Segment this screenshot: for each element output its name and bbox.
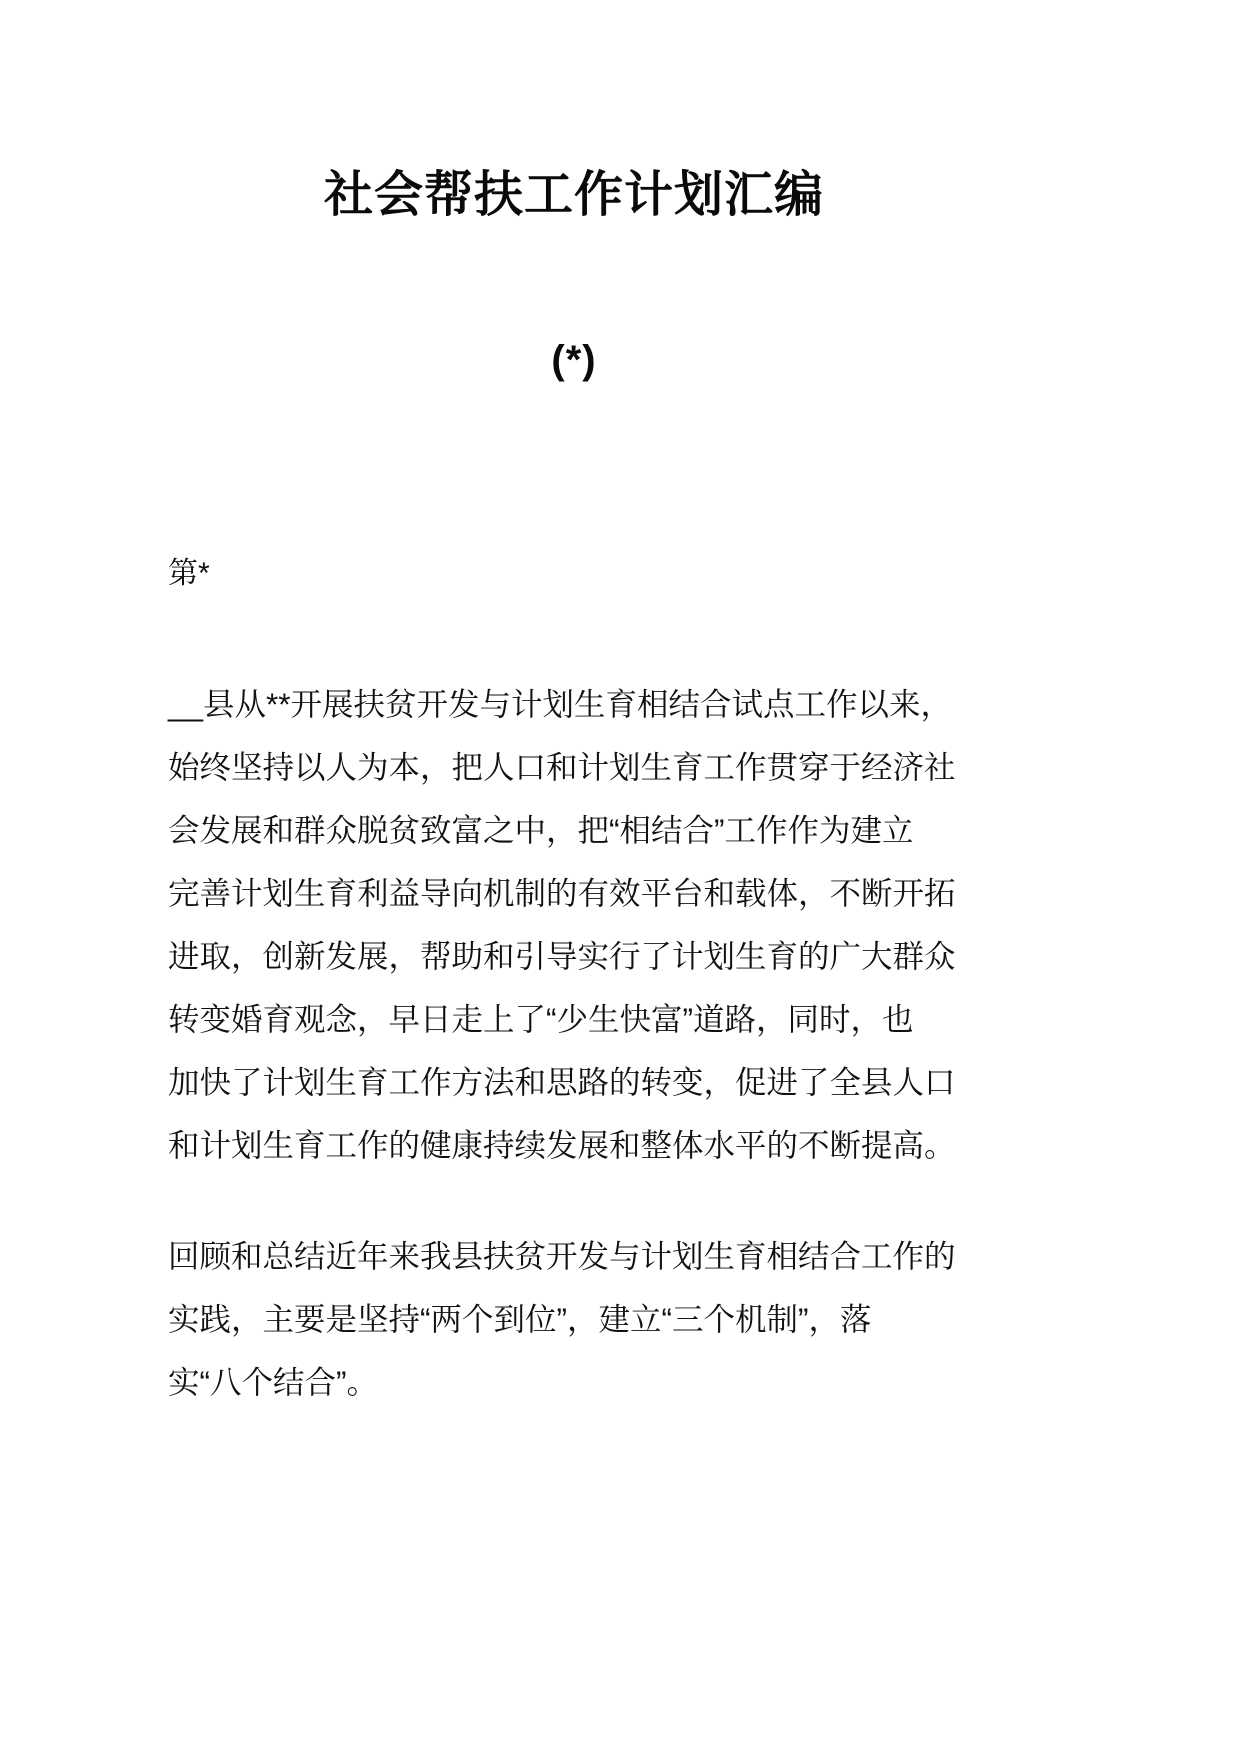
paragraph-line: 回顾和总结近年来我县扶贫开发与计划生育相结合工作的 bbox=[168, 1238, 956, 1275]
paragraph-line: 会发展和群众脱贫致富之中，把“相结合”工作作为建立 bbox=[168, 812, 914, 849]
document-content bbox=[168, 0, 980, 1414]
paragraph-line: 转变婚育观念，早日走上了“少生快富”道路，同时，也 bbox=[168, 1001, 914, 1038]
body-paragraph-1 bbox=[168, 596, 980, 1177]
paragraph-line: 和计划生育工作的健康持续发展和整体水平的不断提高。 bbox=[168, 1127, 956, 1164]
section-label: 第* bbox=[168, 557, 210, 591]
paragraph-line: 加快了计划生育工作方法和思路的转变，促进了全县人口 bbox=[168, 1064, 956, 1101]
paragraph-line: 实“八个结合”。 bbox=[168, 1364, 378, 1401]
paragraph-line: __县从**开展扶贫开发与计划生育相结合试点工作以来， bbox=[168, 686, 953, 723]
paragraph-line: 完善计划生育利益导向机制的有效平台和载体，不断开拓 bbox=[168, 875, 956, 912]
paragraph-line: 实践，主要是坚持“两个到位”，建立“三个机制”，落 bbox=[168, 1301, 872, 1338]
page-title: 社会帮扶工作计划汇编 bbox=[323, 168, 824, 222]
paragraph-line: 进取，创新发展，帮助和引导实行了计划生育的广大群众 bbox=[168, 938, 956, 975]
body-paragraph-2 bbox=[168, 1177, 980, 1414]
paragraph-line: 始终坚持以人为本，把人口和计划生育工作贯穿于经济社 bbox=[168, 749, 956, 786]
document-subtitle: (*) bbox=[551, 338, 597, 383]
